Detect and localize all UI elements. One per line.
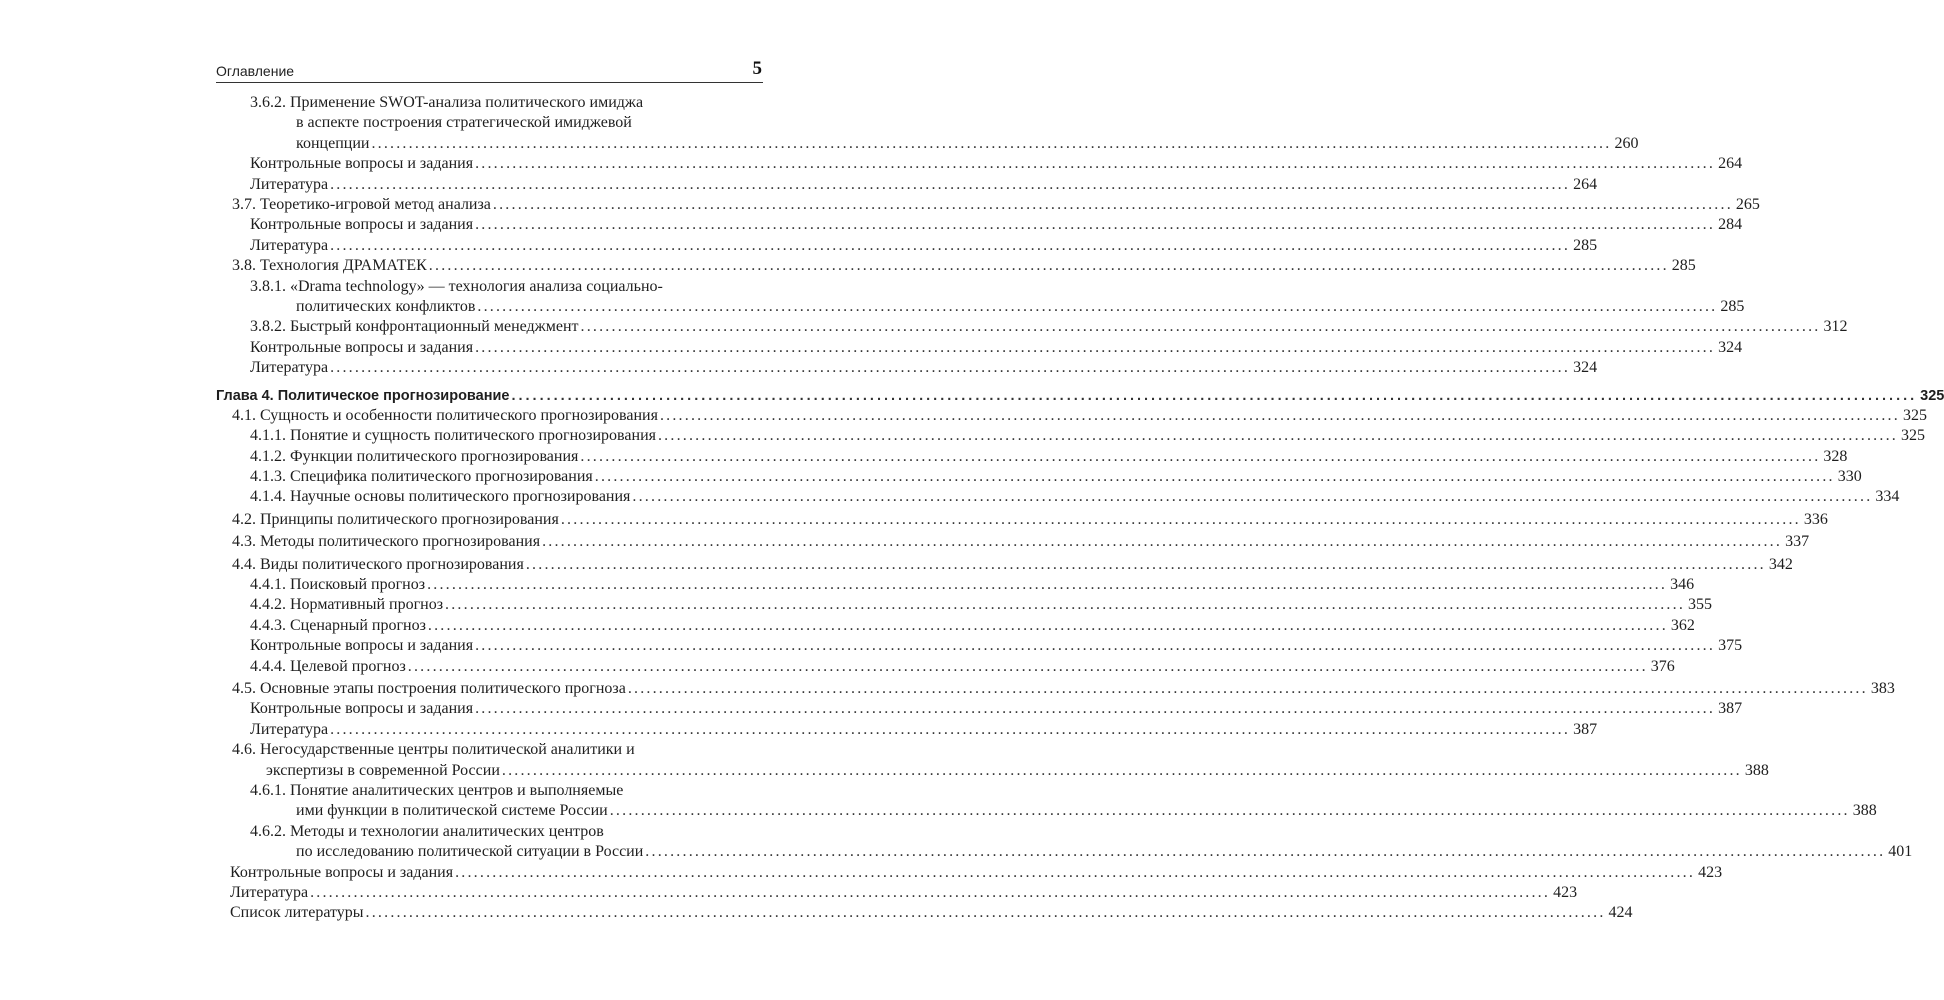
- toc-page-number: 324: [1573, 359, 1598, 377]
- toc-entry-number: 4.1.1.: [250, 427, 286, 445]
- toc-entry-title: Негосударственные центры политической аналитики и: [260, 741, 635, 759]
- dot-leader: ........................................................................................................................................................................................................: [445, 596, 1686, 614]
- dot-leader: ........................................................................................................................................................................................................: [330, 236, 1571, 254]
- toc-entry[interactable]: [216, 636, 1743, 656]
- toc-entry-title: Литература: [230, 884, 309, 902]
- toc-page-number: 336: [1803, 510, 1828, 528]
- dot-leader: ........................................................................................................................................................................................................: [310, 884, 1551, 902]
- toc-entry[interactable]: [216, 215, 1743, 235]
- toc-entry-title: Основные этапы построения политического прогноза: [260, 679, 626, 697]
- toc-entry-title: Применение SWOT-анализа политического имиджа: [290, 94, 644, 111]
- toc-entry-line: [250, 277, 763, 297]
- toc-entry[interactable]: [216, 740, 1769, 781]
- dot-leader: ........................................................................................................................................................................................................: [659, 406, 1900, 424]
- toc-entry-line: [250, 699, 1743, 719]
- toc-entry-line: [232, 195, 1760, 215]
- toc-entry[interactable]: [216, 277, 1745, 318]
- toc-entry-number: 4.6.1.: [250, 782, 286, 799]
- table-of-contents: [216, 93, 1944, 924]
- toc-entry-line: [250, 447, 1848, 467]
- toc-entry[interactable]: [216, 720, 1598, 740]
- toc-entry-line: [230, 903, 1633, 923]
- dot-leader: ........................................................................................................................................................................................................: [492, 196, 1733, 214]
- toc-entry-line: [296, 113, 763, 133]
- toc-page-number: 423: [1553, 884, 1578, 902]
- toc-entry-title: Литература: [250, 236, 329, 254]
- toc-entry-title: Литература: [250, 720, 329, 738]
- toc-entry-line: [296, 801, 1877, 821]
- dot-leader: ........................................................................................................................................................................................................: [657, 427, 1898, 445]
- toc-entry-title: Политическое прогнозирование: [277, 387, 510, 404]
- toc-entry-title: Методы и технологии аналитических центров: [290, 822, 604, 840]
- toc-page-number: 330: [1837, 467, 1862, 485]
- toc-entry-number: 4.2.: [232, 510, 256, 528]
- toc-page-number: 424: [1608, 904, 1633, 922]
- toc-entry-number: 4.3.: [232, 533, 256, 551]
- dot-leader: ........................................................................................................................................................................................................: [627, 679, 1868, 697]
- toc-page-number: 355: [1688, 596, 1713, 614]
- toc-entry-line: [230, 883, 1578, 903]
- toc-entry-title: Сценарный прогноз: [290, 616, 426, 634]
- dot-leader: ........................................................................................................................................................................................................: [477, 298, 1718, 316]
- toc-entry-number: 4.5.: [232, 679, 256, 697]
- toc-entry[interactable]: [216, 510, 1828, 530]
- toc-entry-number: 4.1.: [232, 406, 256, 424]
- toc-page-number: 387: [1718, 700, 1743, 718]
- dot-leader: ........................................................................................................................................................................................................: [501, 761, 1742, 779]
- toc-entry-number: 3.7.: [232, 196, 256, 214]
- toc-page-number: 423: [1698, 863, 1723, 881]
- toc-entry[interactable]: [216, 256, 1696, 276]
- toc-entry[interactable]: [216, 595, 1713, 615]
- page-number: 5: [752, 58, 762, 79]
- toc-entry[interactable]: [216, 781, 1877, 822]
- toc-entry-line: [232, 555, 1793, 575]
- toc-entry-number: 4.6.: [232, 741, 256, 759]
- toc-page-number: 383: [1870, 679, 1895, 697]
- toc-entry[interactable]: [216, 487, 1900, 507]
- toc-entry-title: Контрольные вопросы и задания: [250, 700, 474, 718]
- toc-entry-number: 4.4.4.: [250, 657, 286, 675]
- toc-page-number: 265: [1735, 196, 1760, 214]
- toc-page-number: 388: [1744, 761, 1769, 779]
- toc-entry-line: [232, 740, 763, 760]
- toc-entry[interactable]: [216, 822, 1913, 863]
- toc-entry[interactable]: [216, 154, 1743, 174]
- toc-page-number: 342: [1768, 555, 1793, 573]
- toc-entry-title: Принципы политического прогнозирования: [260, 510, 559, 528]
- toc-entry-number: 3.6.2.: [250, 94, 286, 111]
- toc-entry-line: [250, 487, 1900, 507]
- toc-entry-line: [250, 822, 763, 842]
- toc-entry-line: [232, 679, 1895, 699]
- toc-entry-line: [296, 134, 1639, 154]
- toc-page-number: 285: [1573, 236, 1598, 254]
- toc-page-number: 284: [1718, 216, 1743, 234]
- dot-leader: ........................................................................................................................................................................................................: [475, 338, 1716, 356]
- toc-entry[interactable]: [216, 447, 1848, 467]
- toc-entry-number: 4.4.3.: [250, 616, 286, 634]
- dot-leader: ........................................................................................................................................................................................................: [330, 359, 1571, 377]
- toc-entry[interactable]: [216, 699, 1743, 719]
- toc-entry-title: Контрольные вопросы и задания: [250, 637, 474, 655]
- toc-page-number: 346: [1670, 575, 1695, 593]
- toc-entry[interactable]: [216, 883, 1578, 903]
- toc-entry-line: [250, 175, 1598, 195]
- toc-entry-line: [250, 317, 1848, 337]
- toc-entry[interactable]: [216, 903, 1633, 923]
- toc-page-number: 325: [1900, 427, 1925, 445]
- toc-entry-title: Технология ДРАМАТЕК: [260, 257, 427, 275]
- toc-entry[interactable]: [216, 575, 1695, 595]
- toc-page-number: 260: [1614, 134, 1639, 152]
- toc-entry-number: 4.4.1.: [250, 575, 286, 593]
- toc-page-number: 324: [1718, 338, 1743, 356]
- toc-page-number: 387: [1573, 720, 1598, 738]
- toc-entry-title: Литература: [250, 359, 329, 377]
- toc-entry[interactable]: [216, 236, 1598, 256]
- dot-leader: ........................................................................................................................................................................................................: [371, 134, 1612, 152]
- toc-entry[interactable]: [216, 467, 1862, 487]
- dot-leader: ........................................................................................................................................................................................................: [580, 318, 1821, 336]
- toc-entry-title: Быстрый конфронтационный менеджмент: [290, 318, 579, 336]
- dot-leader: ........................................................................................................................................................................................................: [645, 843, 1886, 861]
- dot-leader: ........................................................................................................................................................................................................: [525, 555, 1766, 573]
- toc-entry-line: [296, 297, 1745, 317]
- dot-leader: ........................................................................................................................................................................................................: [632, 488, 1873, 506]
- toc-entry[interactable]: [216, 317, 1848, 337]
- toc-entry-title: концепции: [296, 134, 370, 152]
- toc-entry-title: Целевой прогноз: [290, 657, 406, 675]
- toc-entry[interactable]: [216, 426, 1925, 446]
- toc-entry[interactable]: [216, 195, 1760, 215]
- toc-entry-line: [266, 761, 1769, 781]
- toc-entry[interactable]: [216, 555, 1793, 575]
- toc-entry-line: [250, 236, 1598, 256]
- dot-leader: ........................................................................................................................................................................................................: [475, 155, 1716, 173]
- toc-entry-line: [250, 426, 1925, 446]
- toc-entry-title: Нормативный прогноз: [290, 596, 444, 614]
- toc-entry-title: в аспекте построения стратегической имиджевой: [296, 114, 632, 132]
- toc-entry-number: 4.4.: [232, 555, 256, 573]
- toc-entry[interactable]: [216, 532, 1810, 552]
- dot-leader: ........................................................................................................................................................................................................: [427, 616, 1668, 634]
- toc-page-number: 362: [1670, 616, 1695, 634]
- toc-entry-number: 4.1.4.: [250, 488, 286, 506]
- toc-entry-line: [232, 406, 1927, 426]
- dot-leader: ........................................................................................................................................................................................................: [580, 447, 1821, 465]
- dot-leader: ........................................................................................................................................................................................................: [594, 467, 1835, 485]
- toc-entry-line: [250, 657, 1675, 677]
- toc-entry-line: [216, 387, 1944, 404]
- toc-entry-title: экспертизы в современной России: [266, 761, 500, 779]
- toc-entry-line: [250, 575, 1695, 595]
- toc-entry-line: [250, 616, 1695, 636]
- toc-entry[interactable]: [216, 93, 1639, 154]
- toc-page-number: 264: [1573, 175, 1598, 193]
- toc-entry-title: Понятие и сущность политического прогнозирования: [290, 427, 656, 445]
- toc-entry-title: Список литературы: [230, 904, 364, 922]
- dot-leader: ........................................................................................................................................................................................................: [542, 533, 1783, 551]
- dot-leader: ........................................................................................................................................................................................................: [330, 175, 1571, 193]
- toc-entry-number: 4.1.2.: [250, 447, 286, 465]
- toc-entry-line: [250, 595, 1713, 615]
- toc-entry-title: Контрольные вопросы и задания: [250, 216, 474, 234]
- toc-entry-line: [296, 842, 1913, 862]
- dot-leader: ........................................................................................................................................................................................................: [475, 637, 1716, 655]
- toc-entry-number: Глава 4.: [216, 387, 274, 404]
- toc-entry-number: 4.6.2.: [250, 822, 286, 840]
- dot-leader: ........................................................................................................................................................................................................: [428, 257, 1669, 275]
- toc-entry-title: Понятие аналитических центров и выполняемые: [290, 782, 624, 799]
- toc-entry[interactable]: [216, 406, 1927, 426]
- toc-entry[interactable]: [216, 338, 1743, 358]
- dot-leader: ........................................................................................................................................................................................................: [365, 904, 1606, 922]
- toc-page-number: 328: [1823, 447, 1848, 465]
- dot-leader: ........................................................................................................................................................................................................: [475, 700, 1716, 718]
- toc-entry-line: [250, 338, 1743, 358]
- toc-entry-title: по исследованию политической ситуации в России: [296, 843, 644, 861]
- toc-entry[interactable]: [216, 175, 1598, 195]
- toc-entry[interactable]: [216, 657, 1675, 677]
- toc-entry-number: 3.8.: [232, 257, 256, 275]
- running-header-title: Оглавление: [216, 63, 295, 79]
- toc-page-number: 337: [1785, 533, 1810, 551]
- toc-entry-line: [232, 510, 1828, 530]
- toc-entry-line: [250, 467, 1862, 487]
- toc-entry-title: Методы политического прогнозирования: [260, 533, 541, 551]
- toc-page-number: 285: [1671, 257, 1696, 275]
- toc-entry-line: [250, 636, 1743, 656]
- header-rule: [216, 82, 763, 83]
- toc-entry-title: ими функции в политической системе России: [296, 802, 608, 820]
- toc-entry-title: Литература: [250, 175, 329, 193]
- toc-page-number: 325: [1920, 387, 1944, 404]
- toc-page-number: 334: [1875, 488, 1900, 506]
- dot-leader: ........................................................................................................................................................................................................: [407, 657, 1648, 675]
- toc-entry-title: Специфика политического прогнозирования: [290, 467, 593, 485]
- toc-entry-title: Теоретико-игровой метод анализа: [260, 196, 491, 214]
- toc-entry-title: Функции политического прогнозирования: [290, 447, 579, 465]
- toc-entry-number: 3.8.2.: [250, 318, 286, 336]
- toc-chapter-entry[interactable]: [216, 387, 1944, 404]
- dot-leader: ........................................................................................................................................................................................................: [560, 510, 1801, 528]
- toc-entry-title: Контрольные вопросы и задания: [250, 338, 474, 356]
- dot-leader: ........................................................................................................................................................................................................: [609, 802, 1850, 820]
- toc-entry-title: Контрольные вопросы и задания: [230, 863, 454, 881]
- toc-page-number: 375: [1718, 637, 1743, 655]
- toc-entry[interactable]: [216, 863, 1723, 883]
- toc-entry[interactable]: [216, 616, 1695, 636]
- toc-page-number: 325: [1902, 406, 1927, 424]
- dot-leader: ........................................................................................................................................................................................................: [455, 863, 1696, 881]
- toc-page-number: 376: [1650, 657, 1675, 675]
- toc-entry[interactable]: [216, 679, 1895, 699]
- toc-entry-line: [250, 93, 763, 113]
- toc-entry-line: [250, 215, 1743, 235]
- toc-entry[interactable]: [216, 358, 1598, 378]
- toc-entry-line: [250, 720, 1598, 740]
- toc-entry-number: 3.8.1.: [250, 277, 286, 295]
- toc-entry-title: политических конфликтов: [296, 298, 476, 316]
- toc-entry-number: 4.1.3.: [250, 467, 286, 485]
- toc-entry-line: [232, 532, 1810, 552]
- toc-entry-number: 4.4.2.: [250, 596, 286, 614]
- toc-entry-line: [230, 863, 1723, 883]
- dot-leader: ........................................................................................................................................................................................................: [427, 575, 1668, 593]
- toc-page-number: 264: [1718, 155, 1743, 173]
- toc-entry-title: Поисковый прогноз: [290, 575, 426, 593]
- toc-entry-line: [232, 256, 1696, 276]
- toc-entry-title: Сущность и особенности политического прогнозирования: [260, 406, 658, 424]
- toc-page-number: 388: [1852, 802, 1877, 820]
- dot-leader: ........................................................................................................................................................................................................: [330, 720, 1571, 738]
- toc-entry-title: Виды политического прогнозирования: [260, 555, 524, 573]
- toc-entry-line: [250, 358, 1598, 378]
- toc-page-number: 312: [1823, 318, 1848, 336]
- toc-page-number: 285: [1720, 298, 1745, 316]
- dot-leader: ........................................................................................................................................................................................................: [475, 216, 1716, 234]
- toc-page-number: 401: [1888, 843, 1913, 861]
- toc-entry-title: Контрольные вопросы и задания: [250, 155, 474, 173]
- toc-entry-line: [250, 154, 1743, 174]
- toc-entry-title: «Drama technology» — технология анализа социально-: [290, 277, 663, 295]
- toc-entry-line: [250, 781, 763, 801]
- toc-entry-title: Научные основы политического прогнозирования: [290, 488, 631, 506]
- dot-leader: ........................................................................................................................................................................................................: [511, 387, 1918, 404]
